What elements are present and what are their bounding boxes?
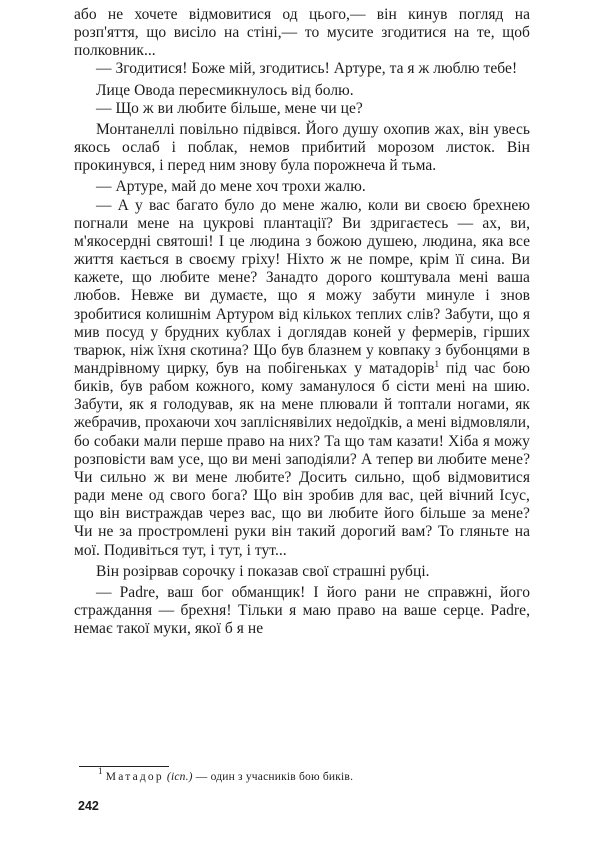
paragraph-9: — Padre, ваш бог обманщик! І його рани не справжні, його страждання — брехня! Тільки я маю право на ваше серце. Padre, немає такої муки, якої б я не bbox=[74, 583, 530, 638]
footnote-term: Матадор bbox=[105, 771, 164, 783]
paragraph-2: — Згодитися! Боже мій, згодитись! Артуре, та я ж люблю тебе! bbox=[96, 60, 518, 78]
footnote-marker: 1 bbox=[434, 358, 440, 369]
footnote bbox=[98, 766, 354, 784]
page-body bbox=[74, 6, 530, 638]
main-text bbox=[74, 6, 530, 638]
paragraph-7-text: — А у вас багато було до мене жалю, коли ви своєю брехнею погнали мене на цукрові плантації? Ви здригаєтесь — ах, ви, м'якосердні святоші! І це людина з божою душею, людина, яка все життя кається в своєму гріху! Ніхто ж не помре, крім її сина. Ви кажете, що любите мене? Занадто дорого коштувала мені ваша любов. Невже ви думаєте, що я можу забути минуле і знов зробитися колишнім Артуром від кількох теплих слів? Забути, що я мив посуд у брудних кублах і доглядав коней у фермерів, гірших тварюк, ніж їхня скотина? Що був блазнем у ковпаку з бубонцями в мандрівному цирку, був на побігеньках у матадорів bbox=[74, 196, 530, 377]
footnote-rule bbox=[79, 766, 169, 767]
paragraph-1: або не хочете відмовитися од цього,— він кинув погляд на розп'яття, що висіло на стіні,— то мусите згодитися на те, щоб полковник... bbox=[74, 6, 530, 60]
paragraph-7-continuation: під час бою биків, був рабом кожного, кому заманулося б сісти мені на шию. Забути, як я голодував, як на мене плювали й топтали ногами, як жебрачив, прохаючи хоч запліснявілих недоїдків, а мені відмовляли, бо собаки мали перше право на них? Та що там казати! Хіба я можу розповісти вам усе, що ви мені заподіяли? А тепер ви любите мене? Чи сильно ж ви мене любите? Досить сильно, щоб відмовитися ради мене од свого бога? Що він зробив для вас, цей вічний Ісус, що він вистраждав через вас, що ви любите його більше за мене? Чи не за простромлені руки він такий дорогий вам? То гляньте на мої. Подивіться тут, і тут, і тут... bbox=[74, 359, 531, 559]
footnote-definition: — один з учасників бою биків. bbox=[195, 771, 354, 783]
footnote-abbreviation: (ісп.) bbox=[166, 771, 193, 783]
footnote-number: 1 bbox=[98, 766, 103, 776]
paragraph-7 bbox=[74, 197, 530, 560]
paragraph-3: Лице Овода пересмикнулось від болю. bbox=[96, 81, 354, 99]
paragraph-5: Монтанеллі повільно підвівся. Його душу охопив жах, він увесь якось ослаб і поблак, немов прибитий морозом листок. Він прокинувся, і перед ним знову була порожнеча й тьма. bbox=[74, 120, 530, 175]
paragraph-8: Він розірвав сорочку і показав свої страшні рубці. bbox=[96, 562, 430, 580]
page-number: 242 bbox=[78, 799, 99, 813]
paragraph-4: — Що ж ви любите більше, мене чи це? bbox=[96, 99, 363, 117]
paragraph-6: — Артуре, май до мене хоч трохи жалю. bbox=[96, 178, 366, 196]
